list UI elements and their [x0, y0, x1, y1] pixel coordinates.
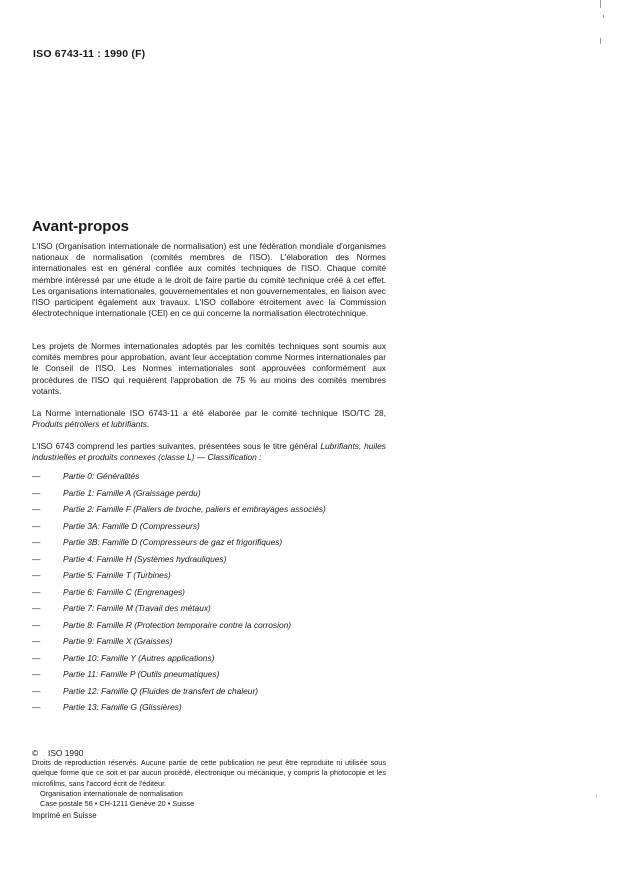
part-text: Partie 13: Famille G (Glissières): [63, 702, 182, 712]
list-item: [32, 686, 392, 703]
list-dash: —: [32, 619, 41, 630]
list-dash: —: [32, 570, 41, 580]
list-item: [32, 702, 392, 719]
scan-artifact: [600, 38, 601, 44]
foreword-paragraph-parts-intro: [32, 441, 386, 463]
list-item: [32, 554, 392, 571]
list-item: [32, 471, 392, 488]
part-text: Partie 3B: Famille D (Compresseurs de gaz et frigorifiques): [63, 537, 283, 547]
list-dash: —: [32, 669, 41, 679]
copyright-notice: Droits de reproduction réservés. Aucune partie de cette publication ne peut être reproduite ni utilisée sous quelque forme que ce soit et par aucun procédé, électronique ou mécanique, y compris la photocopie et les microfilms, sans l'accord écrit de l'éditeur.: [32, 758, 386, 788]
part-text: Partie 10: Famille Y (Autres applications): [63, 652, 215, 663]
list-item: [32, 653, 392, 670]
list-item: [32, 521, 392, 538]
scan-artifact: [596, 794, 597, 798]
foreword-paragraph-approval: Les projets de Normes internationales adoptés par les comités techniques sont soumis aux comités membres pour approbation, avant leur acceptation comme Normes internationales par le Conseil de l'ISO. Les Normes internationales sont approuvées conformément aux procédures de l'ISO qui requièrent l'approbation de 75 % au moins des comités membres votants.: [32, 341, 386, 396]
foreword-paragraph-iso: L'ISO (Organisation internationale de normalisation) est une fédération mondiale d'organismes nationaux de normalisation (comités membres de l'ISO). L'élaboration des Normes internationales est en général confiée aux comités techniques de l'ISO. Chaque comité membre intéressé par une étude a le droit de faire partie du comité technique créé à cet effet. Les organisations internationales, gouvernementales et non gouvernementales, en liaison avec l'ISO participent également aux travaux. L'ISO collabore étroitement avec la Commission électrotechnique internationale (CEI) en ce qui concerne la normalisation électrotechnique.: [32, 241, 386, 319]
list-item: [32, 488, 392, 505]
copyright-line: [32, 748, 83, 758]
list-item: [32, 570, 392, 587]
list-dash: —: [32, 636, 41, 646]
list-item: [32, 587, 392, 604]
section-heading: Avant-propos: [32, 218, 129, 235]
parts-intro-lead: L'ISO 6743 comprend les parties suivantes, présentées sous le titre général: [32, 441, 318, 451]
elaboration-lead: La Norme internationale ISO 6743-11 a été élaborée par le comité technique ISO/TC 28,: [32, 408, 386, 418]
part-text: Partie 11: Famille P (Outils pneumatiques): [63, 669, 220, 679]
list-dash: —: [32, 537, 41, 547]
part-text: Partie 5: Famille T (Turbines): [63, 570, 171, 580]
list-dash: —: [32, 504, 41, 514]
list-item: [32, 504, 392, 521]
parts-list: [32, 471, 392, 719]
scan-artifact: [603, 15, 604, 18]
printed-in: Imprimé en Suisse: [32, 811, 97, 820]
general-title: Lubrifiants, huiles industrielles et produits connexes (classe L) — Classification :: [32, 441, 386, 463]
list-dash: —: [32, 652, 41, 663]
list-dash: —: [32, 603, 41, 613]
committee-title: Produits pétroliers et lubrifiants.: [32, 419, 150, 430]
scan-artifact: [600, 0, 601, 8]
part-text: Partie 6: Famille C (Engrenages): [63, 586, 185, 597]
part-text: Partie 8: Famille R (Protection temporaire contre la corrosion): [63, 619, 292, 630]
list-dash: —: [32, 553, 41, 564]
list-dash: —: [32, 586, 41, 597]
list-dash: —: [32, 520, 41, 531]
part-text: Partie 0: Généralités: [63, 471, 140, 481]
list-dash: —: [32, 702, 41, 712]
list-item: [32, 603, 392, 620]
part-text: Partie 9: Famille X (Graisses): [63, 636, 173, 646]
list-dash: —: [32, 487, 41, 498]
list-item: [32, 537, 392, 554]
copyright-text: ISO 1990: [48, 748, 84, 758]
list-item: [32, 636, 392, 653]
list-dash: —: [32, 471, 41, 481]
organization-address: Case postale 56 • CH-1211 Genève 20 • Suisse: [40, 799, 195, 808]
part-text: Partie 7: Famille M (Travail des métaux): [63, 603, 211, 613]
list-item: [32, 620, 392, 637]
foreword-paragraph-elaboration: [32, 408, 386, 430]
copyright-symbol: ©: [32, 748, 39, 758]
part-text: Partie 12: Famille Q (Fluides de transfert de chaleur): [63, 685, 259, 696]
standard-identifier: ISO 6743-11 : 1990 (F): [33, 48, 146, 60]
part-text: Partie 1: Famille A (Graissage perdu): [63, 487, 201, 498]
part-text: Partie 2: Famille F (Paliers de broche, paliers et embrayages associés): [63, 504, 326, 514]
list-item: [32, 669, 392, 686]
list-dash: —: [32, 685, 41, 696]
part-text: Partie 4: Famille H (Systèmes hydrauliques): [63, 553, 227, 564]
part-text: Partie 3A: Famille D (Compresseurs): [63, 520, 200, 531]
organization-name: Organisation internationale de normalisation: [40, 789, 183, 798]
